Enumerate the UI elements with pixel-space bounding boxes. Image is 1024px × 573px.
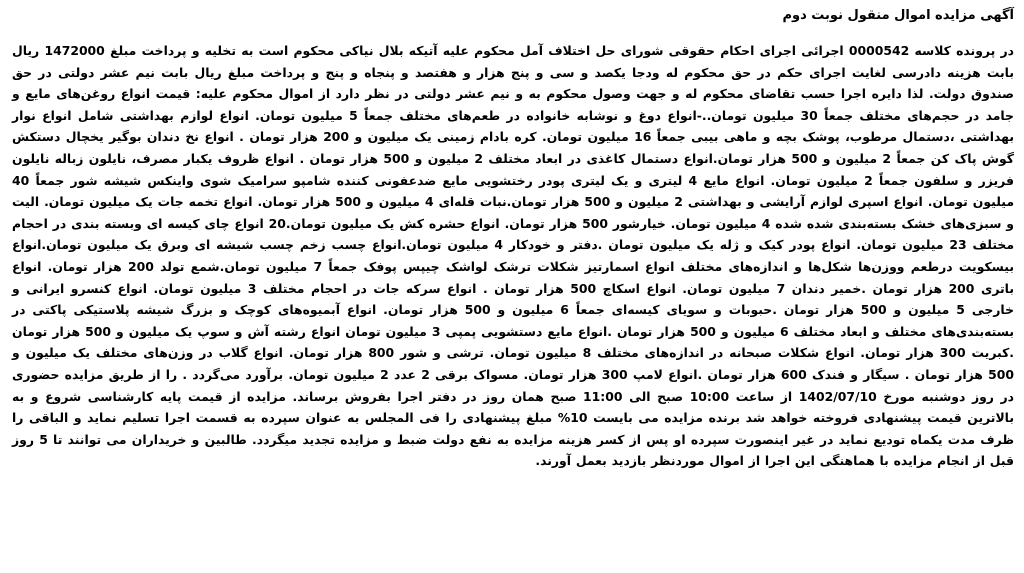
notice-title: آگهی مزایده اموال منقول نوبت دوم (782, 8, 1014, 23)
notice-body: در پرونده کلاسه 0000542 اجرائی اجرای احکام حقوقی شورای حل اختلاف آمل محکوم علیه آتیکه بلال نیاکی محکوم است به تخلیه و پرداخت مبلغ 1472000 ریال بابت هزینه دادرسی لغایت اجرای حکم در حق محکوم له ودجا یکصد و سی و پنج هزار و هفتصد و پنجاه و پنج و پرداخت مبلغ ریال بابت نیم عشر دولتی در حق صندوق دولت. لذا دایره اجرا حسب تقاضای محکوم له و جهت وصول محکوم به و نیم عشر دولتی در نظر دارد از اموال محکوم علیه: قیمت انواع روغن‌های مایع و جامد در حجم‌های مختلف جمعاً 30 میلیون تومان..-انواع دوغ و نوشابه خانواده در طعم‌های مختلف جمعاً 5 میلیون تومان. انواع لوازم بهداشتی شامل انواع نوار بهداشتی ،دستمال مرطوب، پوشک بچه و ماهی بیبی جمعاً 16 میلیون تومان. کره بادام زمینی یک میلیون و 200 هزار تومان . انواع نخ دندان بوگیر یخچال دستکش گوش پاک کن جمعاً 2 میلیون و 500 هزار تومان.انواع دستمال کاغذی در ابعاد مختلف 2 میلیون و 500 هزار تومان . انواع ظروف یکبار مصرف، نایلون زباله نایلون فریزر و سلفون جمعاً 2 میلیون تومان. انواع مایع 4 لیتری و یک لیتری پودر رختشویی مایع ضدعفونی کننده شامپو سرامیک شوی واینکس شیشه شور جمعاً 40 میلیون تومان. انواع اسپری لوازم آرایشی و بهداشتی 2 میلیون و 500 هزار تومان.نبات قله‌ای 4 میلیون و 500 هزار تومان. انواع تخمه جات یک میلیون تومان. الیت و سبزی‌های خشک بسته‌بندی شده شده 4 میلیون تومان. خیارشور 500 هزار تومان. انواع حشره کش یک میلیون تومان.20 انواع چای کیسه ای وبسته بندی در احجام مختلف 23 میلیون تومان. انواع پودر کیک و ژله یک میلیون تومان .دفتر و خودکار 4 میلیون تومان.انواع چسب زخم چسب شیشه ای وبرق یک میلیون تومان.انواع بیسکویت درطعم ووزن‌ها شکل‌ها و اندازه‌های مختلف انواع اسمارتیز شکلات ترشک لواشک چیپس پوفک جمعاً 7 میلیون تومان.شمع تولد 200 هزار تومان. انواع باتری 200 هزار تومان .خمیر دندان 7 میلیون تومان. انواع اسکاچ 500 هزار تومان . انواع سرکه جات در احجام مختلف 3 میلیون تومان. انواع کنسرو ایرانی و خارجی 5 میلیون و 500 هزار تومان .حبوبات و سویای کیسه‌ای جمعاً 6 میلیون و 500 هزار تومان. انواع آبمیوه‌های کوچک و بزرگ شیشه پلاستیکی پاکتی در بسته‌بندی‌های مختلف و ابعاد مختلف 6 میلیون و 500 هزار تومان .انواع مایع دستشویی پمپی 3 میلیون تومان انواع رشته آش و سوپ یک میلیون و 500 هزار تومان .کبریت 300 هزار تومان. انواع شکلات صبحانه در اندازه‌های مختلف 8 میلیون تومان. ترشی و شور 800 هزار تومان. انواع گلاب در وزن‌های مختلف یک میلیون و 500 هزار تومان . سیگار و فندک 600 هزار تومان .انواع لامپ 300 هزار تومان. مسواک برقی 2 عدد 2 میلیون تومان. برآورد می‌گردد . را از طریق مزایده حضوری در روز دوشنبه مورخ 1402/07/10 از ساعت 10:00 صبح الی 11:00 صبح همان روز در دفتر اجرا بفروش برساند. مزایده از قیمت پایه کارشناسی شروع و به بالاترین قیمت پیشنهادی فروخته خواهد شد برنده مزایده می بایست 10% مبلغ پیشنهادی را فی المجلس به عنوان سپرده به قسمت اجرا تسلیم نماید و الباقی را ظرف مدت یکماه تودیع نماید در غیر اینصورت سپرده او پس از کسر هزینه مزایده به نفع دولت ضبط و مزایده تجدید میگردد. طالبین و خریداران می توانند تا 5 روز قبل از انجام مزایده با هماهنگی این اجرا از اموال مورد‌نظر بازدید بعمل آورند. (12, 43, 1015, 469)
